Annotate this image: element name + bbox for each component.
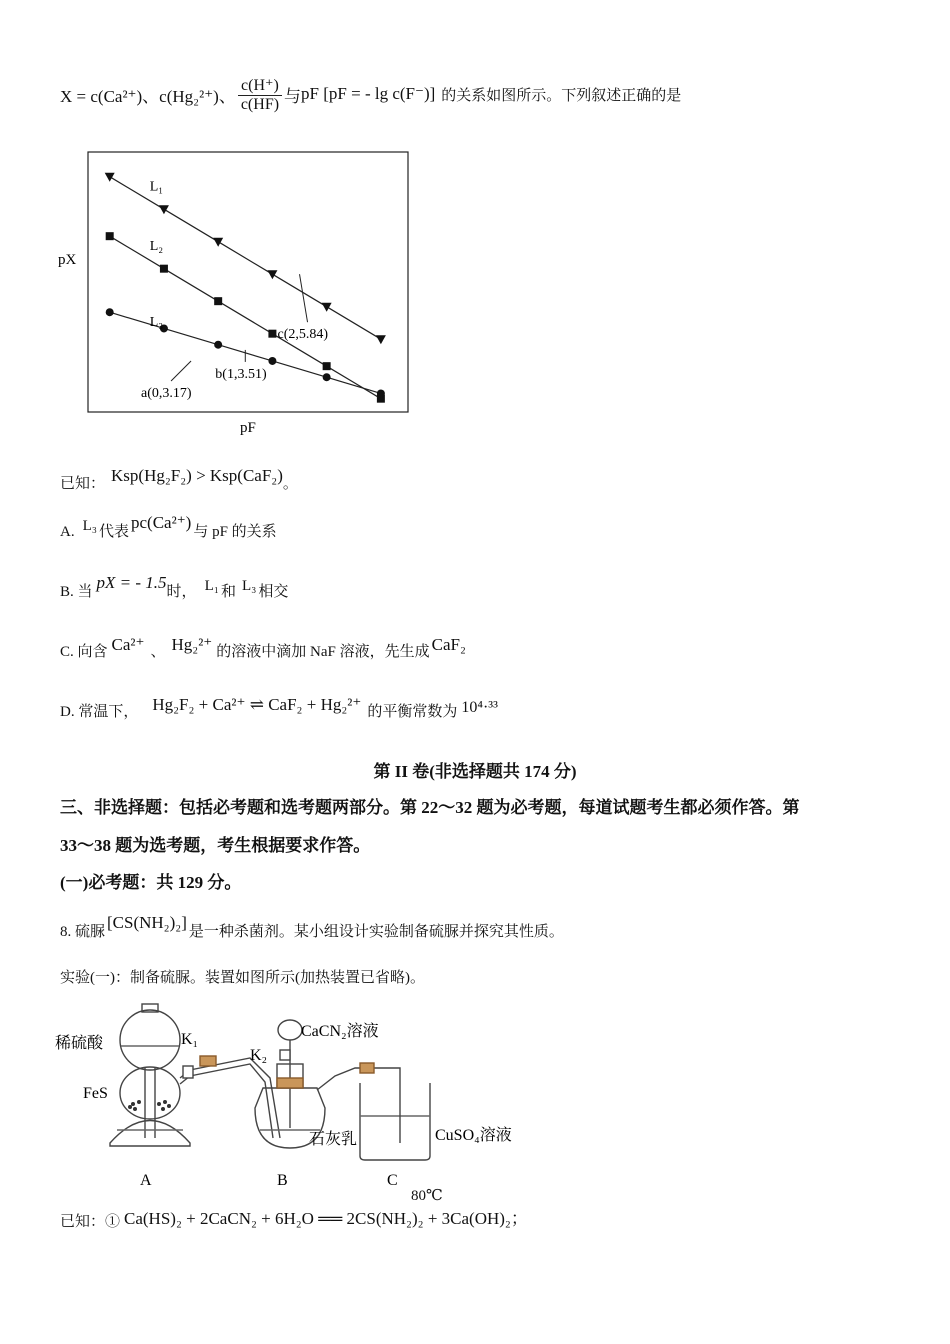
point-l1-1 xyxy=(159,205,169,214)
option-d-val: 10⁴·³³ xyxy=(461,699,498,716)
kipp-middle-bulb xyxy=(120,1067,180,1119)
intro-x-def: X = c(Ca²⁺)、c(Hg₂²⁺)、 xyxy=(60,86,236,106)
point-l1-5 xyxy=(376,335,386,344)
known-line xyxy=(60,458,298,493)
label-c: C xyxy=(387,1172,398,1189)
annotation-label-2: a(0,3.17) xyxy=(141,385,192,401)
stopper-b xyxy=(277,1078,303,1088)
option-d xyxy=(60,695,498,721)
point-l1-0 xyxy=(105,173,115,182)
option-b-l1: L₁ xyxy=(204,578,219,594)
point-l1-3 xyxy=(267,270,277,279)
beaker-c xyxy=(360,1083,430,1160)
point-l3-4 xyxy=(323,373,331,381)
known2-line xyxy=(60,1188,528,1231)
label-acid: 稀硫酸 xyxy=(55,1035,104,1052)
connector-tubes xyxy=(180,1056,280,1138)
option-c-t1: 的溶液中滴加 NaF 溶液，先生成 xyxy=(216,644,430,660)
fraction-denominator: c(HF) xyxy=(240,95,280,113)
label-lime: 石灰乳 xyxy=(309,1131,358,1148)
fraction-numerator: c(H⁺) xyxy=(238,75,282,96)
reaction-1: Ca(HS)₂ + 2CaCN₂ + 6H₂O ══ 2CS(NH₂)₂ + 3Ca(OH)₂； xyxy=(124,1209,528,1228)
option-b-math: pX = - 1.5 xyxy=(96,573,167,592)
option-c-ion2: Hg₂²⁺ xyxy=(171,635,213,654)
annotation-label-1: b(1,3.51) xyxy=(215,366,267,382)
option-b xyxy=(60,573,289,601)
point-l1-2 xyxy=(213,238,223,247)
option-c-sep: 、 xyxy=(150,644,166,660)
option-d-prefix: D. 常温下， xyxy=(60,704,139,720)
q8-rest: 是一种杀菌剂。某小组设计实验制备硫脲并探究其性质。 xyxy=(188,924,564,940)
q8-formula: [CS(NH₂)₂] xyxy=(107,912,187,932)
option-b-and: 和 xyxy=(220,584,236,600)
k1-valve xyxy=(183,1066,193,1078)
label-k2: K₂ xyxy=(250,1047,268,1064)
point-l2-4 xyxy=(323,362,331,370)
point-l3-5 xyxy=(377,389,385,397)
annotation-label-0: c(2,5.84) xyxy=(277,327,329,343)
option-a xyxy=(60,513,277,541)
point-l3-2 xyxy=(214,341,222,349)
label-cuso4: CuSO₄溶液 xyxy=(435,1127,512,1144)
intro-pf-def: pF [pF = - lg c(F⁻)] xyxy=(301,84,436,103)
x-axis-label: pF xyxy=(240,420,256,436)
question-8 xyxy=(60,904,564,941)
series-layer xyxy=(105,173,386,403)
option-c-ion1: Ca²⁺ xyxy=(111,635,145,654)
point-l2-0 xyxy=(106,232,114,240)
label-b: B xyxy=(277,1172,288,1189)
q8-prefix: 8. 硫脲 xyxy=(60,924,106,940)
label-fes: FeS xyxy=(83,1085,108,1102)
option-b-t2: 相交 xyxy=(258,584,289,600)
section-desc-line2: 33～38 题为选考题，考生根据要求作答。 xyxy=(60,836,371,855)
annotation-leader-0 xyxy=(300,274,308,322)
series-label-l2: L₂ xyxy=(149,239,164,255)
funnel-b xyxy=(278,1020,302,1040)
section-desc-line1: 三、非选择题：包括必考题和选考题两部分。第 22～32 题为必考题，每道试题考生都必须作答。第 xyxy=(60,798,800,817)
y-axis-label: pX xyxy=(58,252,77,268)
apparatus-c xyxy=(360,1063,430,1160)
intro-line xyxy=(60,64,681,124)
point-l2-3 xyxy=(268,330,276,338)
rubber-joint-1 xyxy=(200,1056,216,1066)
required-title: (一)必考题：共 129 分。 xyxy=(60,873,242,892)
label-k1: K₁ xyxy=(181,1031,199,1048)
option-b-t1: 时， xyxy=(166,584,197,600)
option-d-t1: 的平衡常数为 xyxy=(367,704,458,720)
apparatus-a xyxy=(110,1004,190,1146)
series-label-l3: L₃ xyxy=(149,315,164,331)
rubber-joint-3 xyxy=(360,1063,374,1073)
option-a-t2: 与 pF 的关系 xyxy=(193,524,277,540)
option-a-math: pc(Ca²⁺) xyxy=(131,513,192,532)
intro-yu: 与 xyxy=(284,86,302,106)
option-b-prefix: B. 当 xyxy=(60,584,93,600)
kipp-top-bulb xyxy=(120,1010,180,1070)
known-end: 。 xyxy=(282,476,298,492)
reaction-1-wrap xyxy=(124,1188,528,1231)
series-label-l1: L₁ xyxy=(149,179,164,195)
label-cacn2: CaCN₂溶液 xyxy=(301,1023,379,1040)
kipp-bottom-bulb xyxy=(110,1121,190,1147)
apparatus-diagram xyxy=(55,998,545,1198)
option-a-t1: 代表 xyxy=(99,524,130,540)
intro-tail: 的关系如图所示。下列叙述正确的是 xyxy=(441,87,682,104)
option-c-prod: CaF₂ xyxy=(431,635,466,654)
point-l2-1 xyxy=(160,265,168,273)
k2-valve xyxy=(280,1050,290,1060)
option-a-prefix: A. xyxy=(60,524,75,540)
intro-fraction xyxy=(238,75,282,114)
option-b-l2: L₃ xyxy=(241,578,257,594)
experiment-1-text: 实验(一)：制备硫脲。装置如图所示(加热装置已省略)。 xyxy=(60,970,425,986)
point-l3-0 xyxy=(106,308,114,316)
point-l1-4 xyxy=(322,303,332,312)
annotation-leader-2 xyxy=(171,361,191,381)
point-l2-2 xyxy=(214,297,222,305)
reaction-1-condition: 80℃ xyxy=(411,1188,443,1204)
label-a: A xyxy=(140,1172,152,1189)
option-d-eq: Hg₂F₂ + Ca²⁺ ⇌ CaF₂ + Hg₂²⁺ xyxy=(152,695,362,714)
option-c xyxy=(60,635,466,661)
fes-solid xyxy=(128,1100,171,1111)
option-a-l: L₃ xyxy=(82,518,97,534)
point-l3-3 xyxy=(268,357,276,365)
known-math: Ksp(Hg₂F₂) > Ksp(CaF₂) xyxy=(111,465,283,485)
section-title: 第 II 卷(非选择题共 174 分) xyxy=(373,762,577,781)
known-label: 已知： xyxy=(60,476,106,492)
px-pf-chart xyxy=(50,140,430,440)
known2-label: 已知：① xyxy=(60,1214,121,1230)
option-c-prefix: C. 向含 xyxy=(60,644,108,660)
